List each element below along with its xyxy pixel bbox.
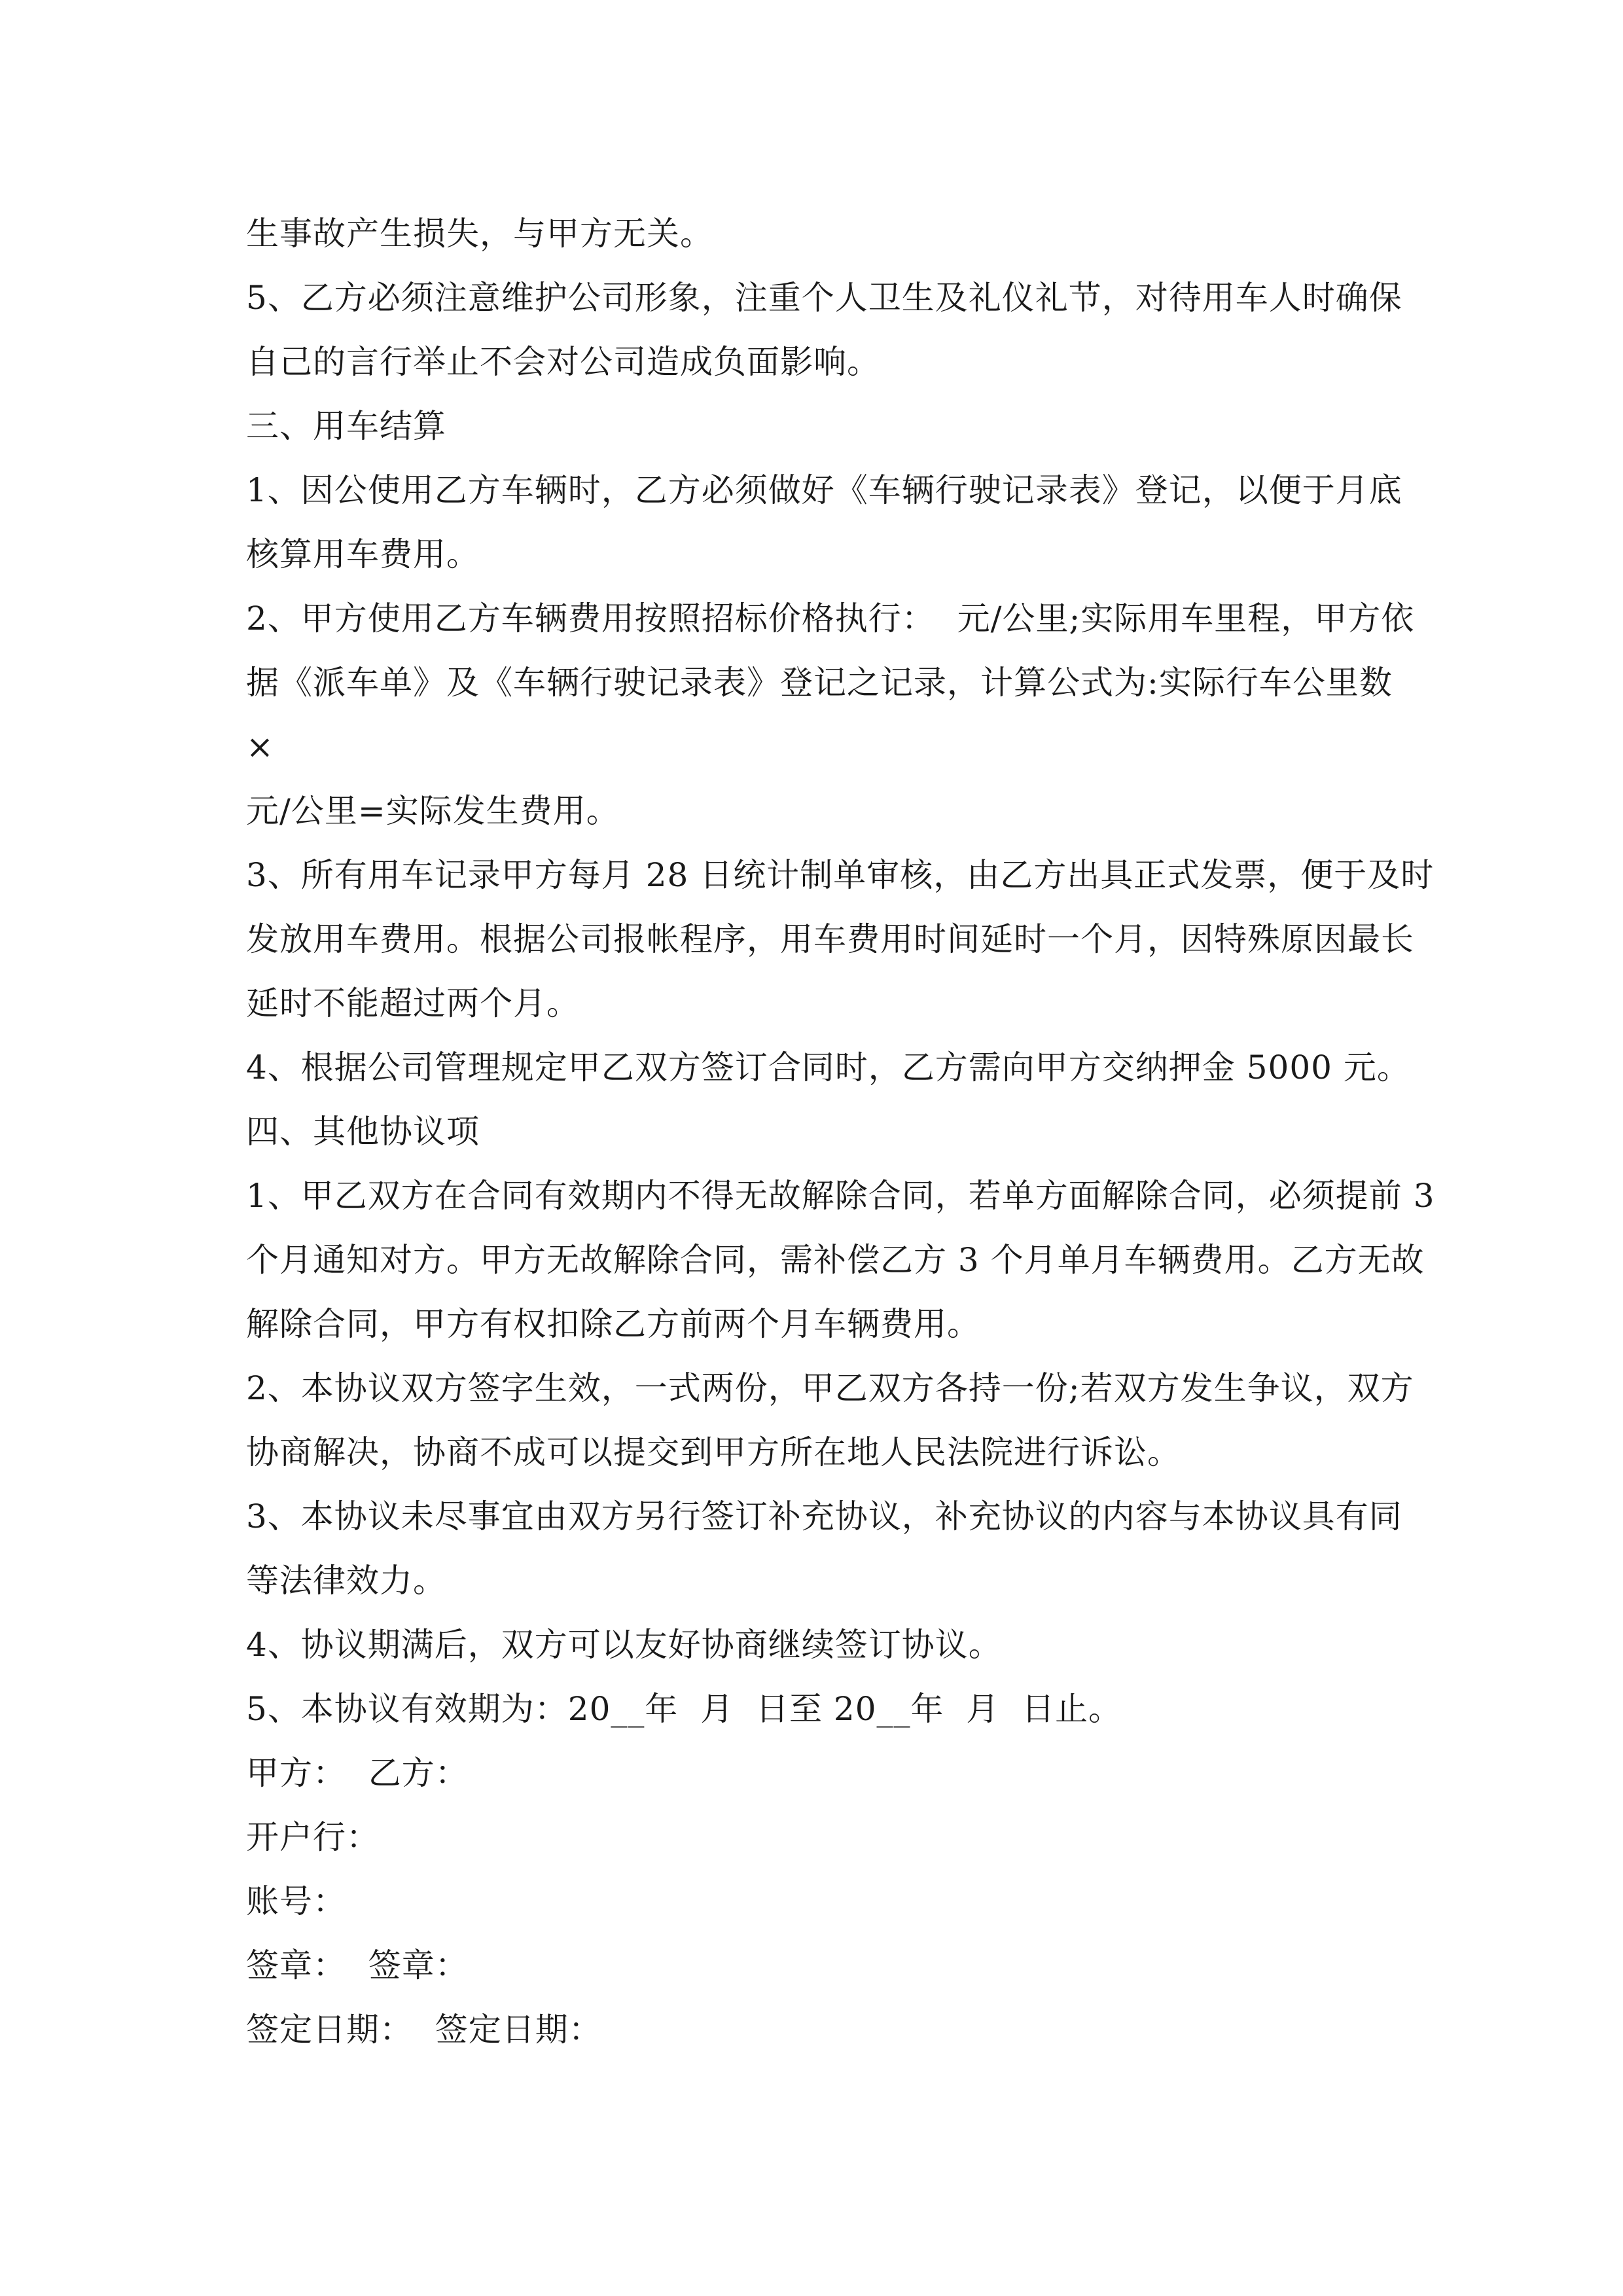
text-line: 协商解决，协商不成可以提交到甲方所在地人民法院进行诉讼。 <box>246 1433 1181 1471</box>
text-line: 核算用车费用。 <box>246 535 480 573</box>
signature-field-date: 签定日期： 签定日期： <box>246 2011 602 2049</box>
text-line: 发放用车费用。根据公司报帐程序，用车费用时间延时一个月，因特殊原因最长 <box>246 920 1414 958</box>
text-line: 元/公里=实际发生费用。 <box>246 792 620 830</box>
section-heading: 三、用车结算 <box>246 407 446 445</box>
text-line: 据《派车单》及《车辆行驶记录表》登记之记录，计算公式为:实际行车公里数 <box>246 664 1393 702</box>
signature-field-seal: 签章： 签章： <box>246 1946 469 1984</box>
text-line: 3、所有用车记录甲方每月 28 日统计制单审核，由乙方出具正式发票，便于及时 <box>246 856 1435 894</box>
contract-text <box>246 202 1435 2062</box>
text-line: 5、本协议有效期为：20__年 月 日至 20__年 月 日止。 <box>246 1690 1122 1728</box>
text-line: 4、根据公司管理规定甲乙双方签订合同时，乙方需向甲方交纳押金 5000 元。 <box>246 1049 1410 1086</box>
text-line: 个月通知对方。甲方无故解除合同，需补偿乙方 3 个月单月车辆费用。乙方无故 <box>246 1241 1425 1279</box>
text-line: 2、本协议双方签字生效，一式两份，甲乙双方各持一份;若双方发生争议，双方 <box>246 1369 1414 1407</box>
text-line: 自己的言行举止不会对公司造成负面影响。 <box>246 343 880 381</box>
text-line: 2、甲方使用乙方车辆费用按照招标价格执行： 元/公里;实际用车里程，甲方依 <box>246 600 1415 637</box>
signature-field-account: 账号： <box>246 1882 346 1920</box>
text-line: 5、乙方必须注意维护公司形象，注重个人卫生及礼仪礼节，对待用车人时确保 <box>246 279 1402 317</box>
text-line: × <box>246 728 274 766</box>
text-line: 解除合同，甲方有权扣除乙方前两个月车辆费用。 <box>246 1305 980 1343</box>
text-line: 1、因公使用乙方车辆时，乙方必须做好《车辆行驶记录表》登记，以便于月底 <box>246 471 1402 509</box>
text-line: 生事故产生损失，与甲方无关。 <box>246 215 713 253</box>
signature-field-party: 甲方： 乙方： <box>246 1754 469 1792</box>
text-line: 延时不能超过两个月。 <box>246 984 580 1022</box>
signature-field-bank: 开户行： <box>246 1818 380 1856</box>
text-line: 等法律效力。 <box>246 1562 446 1600</box>
text-line: 3、本协议未尽事宜由双方另行签订补充协议，补充协议的内容与本协议具有同 <box>246 1498 1402 1535</box>
section-heading: 四、其他协议项 <box>246 1113 480 1151</box>
text-line: 4、协议期满后，双方可以友好协商继续签订协议。 <box>246 1626 1002 1664</box>
text-line: 1、甲乙双方在合同有效期内不得无故解除合同，若单方面解除合同，必须提前 3 <box>246 1177 1435 1215</box>
